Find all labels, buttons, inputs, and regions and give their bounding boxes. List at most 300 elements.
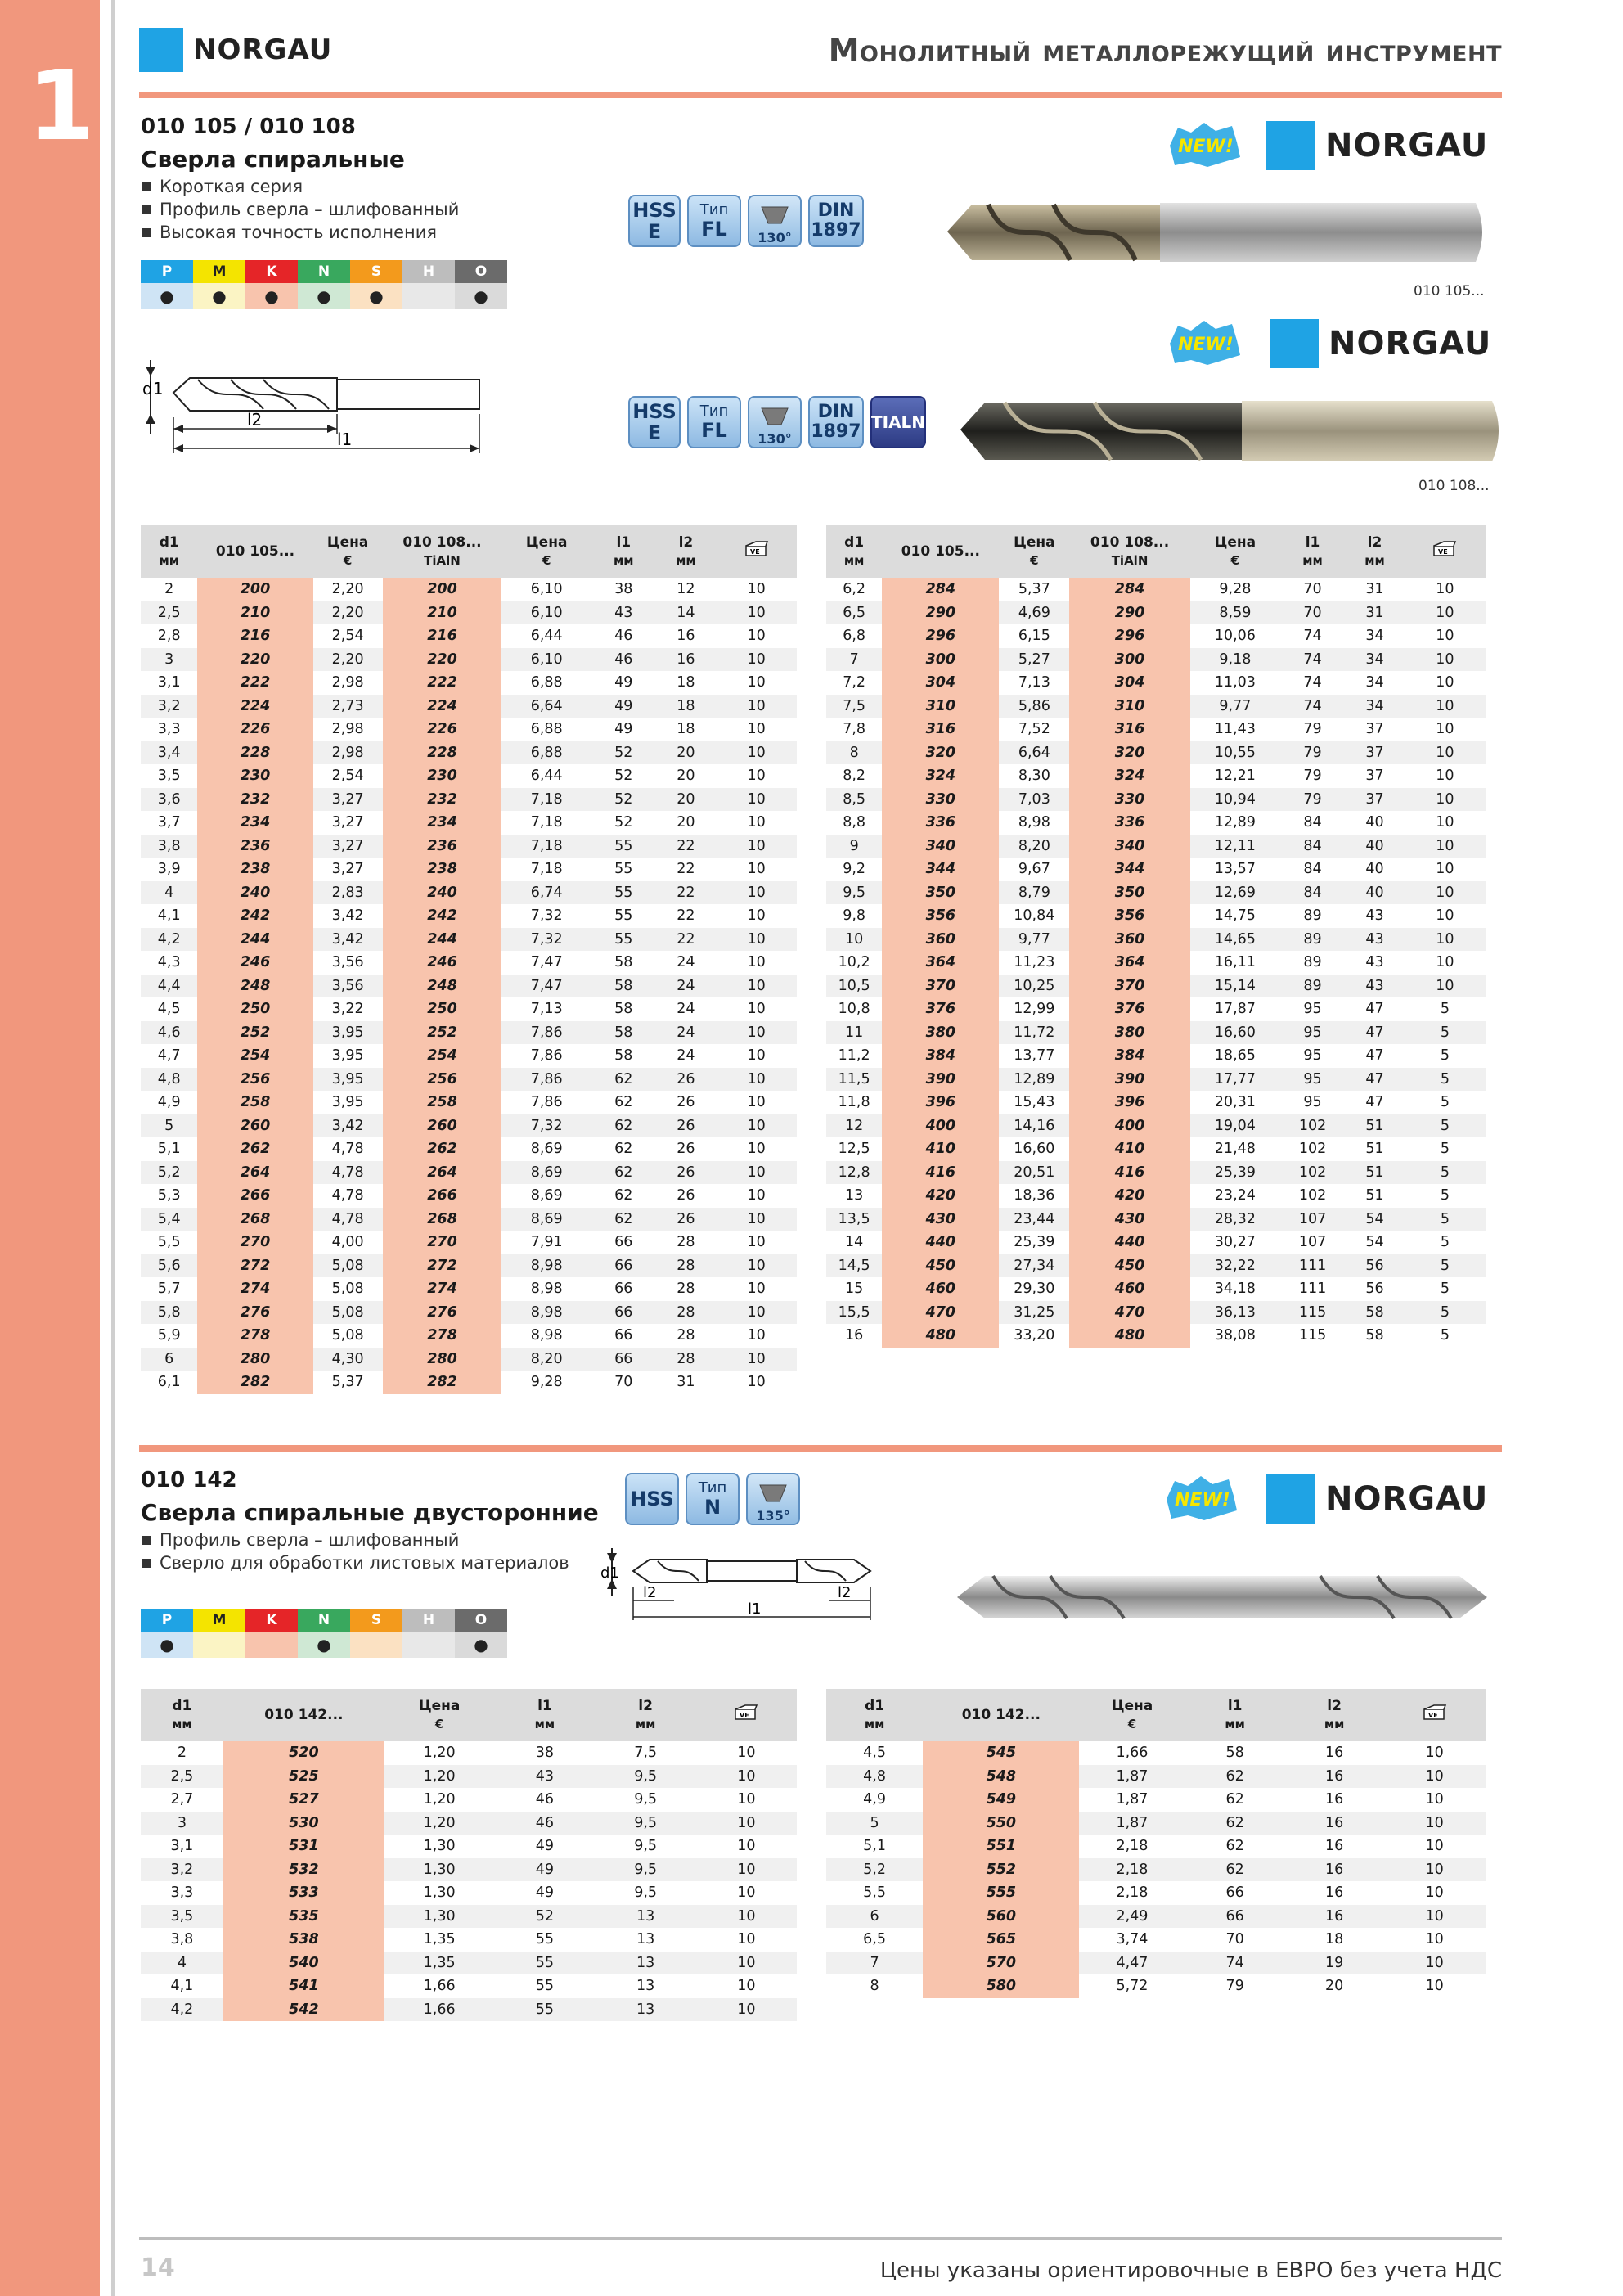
article-code-cell: 270 xyxy=(197,1231,312,1254)
table-cell: 15,14 xyxy=(1190,975,1280,998)
point-angle-badge: 130° xyxy=(748,195,802,247)
iso-letter-o: O xyxy=(455,1609,507,1632)
table-cell: 16 xyxy=(1285,1812,1383,1835)
table-cell: 10,55 xyxy=(1190,741,1280,765)
table-row xyxy=(826,928,1486,952)
table-cell: 3,4 xyxy=(141,741,197,765)
table-cell: 10 xyxy=(1405,695,1486,718)
table-cell: 10 xyxy=(1405,835,1486,858)
table-cell: 10 xyxy=(737,1978,756,1995)
table-cell: 62 xyxy=(1185,1858,1285,1882)
column-header xyxy=(494,1689,595,1741)
table-cell: 8,59 xyxy=(1190,601,1280,625)
header-label: 010 108... xyxy=(1090,534,1170,551)
table-row xyxy=(826,648,1486,672)
table-cell: 3 xyxy=(141,648,197,672)
article-code-cell: 384 xyxy=(1069,1044,1190,1068)
article-code-cell: 210 xyxy=(197,601,312,625)
article-code-cell: 330 xyxy=(1069,788,1190,812)
table-cell: 9,28 xyxy=(530,1374,563,1391)
table-cell: 6,10 xyxy=(501,648,591,672)
table-cell: 10 xyxy=(1436,861,1454,878)
article-code-cell: 270 xyxy=(383,1231,502,1254)
table-cell: 7,91 xyxy=(530,1234,563,1251)
table-cell: 62 xyxy=(591,1208,655,1231)
table-cell: 47 xyxy=(1345,1021,1405,1045)
table-cell: 26 xyxy=(655,1114,716,1138)
table-cell: 62 xyxy=(1185,1765,1285,1789)
table-cell: 6,88 xyxy=(530,674,563,691)
table-cell: 62 xyxy=(1185,1812,1285,1835)
article-code-cell: 480 xyxy=(1069,1324,1190,1348)
table-cell: 89 xyxy=(1280,928,1345,952)
table-cell: 52 xyxy=(614,814,633,831)
section1-bullets xyxy=(142,175,459,244)
bullet-item: Профиль сверла – шлифованный xyxy=(142,1528,569,1551)
article-code-cell: 296 xyxy=(882,624,999,648)
table-cell: 62 xyxy=(614,1187,633,1204)
table-cell: 1,35 xyxy=(384,1952,494,1975)
table-cell: 3,42 xyxy=(313,928,383,952)
table-cell: 6,64 xyxy=(999,741,1069,765)
table-cell: 10 xyxy=(716,1348,797,1371)
table-cell: 49 xyxy=(614,721,633,738)
table-cell: 36,13 xyxy=(1190,1301,1280,1325)
drill-image-010142 xyxy=(952,1564,1492,1630)
article-code-cell: 531 xyxy=(223,1835,384,1858)
table-cell: 52 xyxy=(591,741,655,765)
table-row xyxy=(826,1324,1486,1348)
table-cell: 16,60 xyxy=(1014,1141,1055,1158)
column-header xyxy=(1079,1689,1185,1741)
column-header xyxy=(223,1689,384,1741)
page-heading: Монолитный металлорежущий инструмент xyxy=(828,33,1502,69)
table-cell: 8,69 xyxy=(501,1208,591,1231)
article-code-cell: 430 xyxy=(882,1208,999,1231)
table-cell: 58 xyxy=(614,954,633,971)
table-cell: 3,22 xyxy=(331,1001,364,1018)
product2-logo xyxy=(1270,319,1491,368)
article-code-cell: 551 xyxy=(923,1835,1079,1858)
table-row xyxy=(141,1044,797,1068)
article-code-cell: 460 xyxy=(1069,1277,1190,1301)
table-cell: 11,23 xyxy=(1014,954,1055,971)
article-code-cell: 540 xyxy=(223,1952,384,1975)
table-row xyxy=(141,1788,797,1812)
article-code-cell: 240 xyxy=(383,881,502,905)
table-cell: 3,6 xyxy=(141,788,197,812)
svg-text:NEW!: NEW! xyxy=(1178,335,1234,355)
iso-letter-s: S xyxy=(350,260,402,283)
svg-text:VE: VE xyxy=(1438,548,1449,556)
table-cell: 7,18 xyxy=(530,861,563,878)
article-code-cell: 290 xyxy=(1069,601,1190,625)
table-cell: 11,43 xyxy=(1214,721,1256,738)
article-code-cell: 304 xyxy=(1069,671,1190,695)
table-cell: 5,2 xyxy=(141,1161,197,1185)
table-cell: 10 xyxy=(716,601,797,625)
table-cell: 6,74 xyxy=(501,881,591,905)
table-cell: 10 xyxy=(716,1114,797,1138)
table-cell: 12 xyxy=(826,1114,882,1138)
table-cell: 8,98 xyxy=(501,1301,591,1325)
header-unit: мм xyxy=(1225,1717,1245,1731)
article-code-cell: 316 xyxy=(882,718,999,741)
article-code-cell: 284 xyxy=(1069,578,1190,601)
section1-title: Сверла спиральные xyxy=(141,146,405,173)
table-row xyxy=(141,975,797,998)
table-cell: 16 xyxy=(1285,1858,1383,1882)
article-code-cell: 272 xyxy=(197,1254,312,1278)
table-cell: 10 xyxy=(826,928,882,952)
table-cell: 66 xyxy=(1225,1884,1244,1902)
table-cell: 4,78 xyxy=(313,1208,383,1231)
table-cell: 9,5 xyxy=(596,1765,696,1789)
table-cell: 10 xyxy=(696,1952,797,1975)
table-cell: 52 xyxy=(614,768,633,785)
table-cell: 4 xyxy=(141,881,197,905)
article-code-cell: 282 xyxy=(383,1371,502,1394)
table-cell: 6,15 xyxy=(1018,628,1050,645)
table-cell: 2,54 xyxy=(331,628,364,645)
table-cell: 7,86 xyxy=(530,1047,563,1065)
header-unit: мм xyxy=(1324,1717,1345,1731)
brand-name: NORGAU xyxy=(1325,127,1489,164)
header-label: l1 xyxy=(1227,1698,1243,1714)
table-cell: 19,04 xyxy=(1190,1114,1280,1138)
table-cell: 8,20 xyxy=(501,1348,591,1371)
table-cell: 10 xyxy=(1383,1905,1486,1929)
table-cell: 47 xyxy=(1345,1068,1405,1092)
table-cell: 31,25 xyxy=(999,1301,1069,1325)
table-cell: 3,27 xyxy=(313,835,383,858)
table-cell: 16,60 xyxy=(1190,1021,1280,1045)
article-code-cell: 549 xyxy=(923,1788,1079,1812)
table-cell: 16 xyxy=(1324,1791,1344,1808)
table-cell: 12,21 xyxy=(1214,768,1256,785)
table-cell: 51 xyxy=(1365,1187,1384,1204)
iso-dot-s: ● xyxy=(350,283,402,309)
column-header xyxy=(1280,525,1345,578)
table-row xyxy=(826,1161,1486,1185)
bullet-item: Профиль сверла – шлифованный xyxy=(142,198,459,221)
type-badge: Тип N xyxy=(686,1473,740,1525)
hss-badge: HSS E xyxy=(628,195,681,247)
table-cell: 47 xyxy=(1365,1047,1384,1065)
article-code-cell: 356 xyxy=(1069,904,1190,928)
table-row xyxy=(826,1741,1486,1765)
table-cell: 1,30 xyxy=(384,1905,494,1929)
table-cell: 10 xyxy=(747,861,766,878)
article-code-cell: 226 xyxy=(197,718,312,741)
table-cell: 37 xyxy=(1345,788,1405,812)
double-drill-dimension-diagram xyxy=(600,1542,903,1623)
table-row xyxy=(826,858,1486,881)
iso-letter-k: K xyxy=(245,1609,298,1632)
article-code-cell: 396 xyxy=(1069,1091,1190,1114)
iso-letter-s: S xyxy=(350,1609,402,1632)
table-row xyxy=(826,1231,1486,1254)
table-row xyxy=(141,1184,797,1208)
table-cell: 5 xyxy=(1405,1208,1486,1231)
iso-material-table xyxy=(141,1609,507,1658)
chapter-number: 1 xyxy=(28,49,96,162)
table-cell: 4,78 xyxy=(313,1161,383,1185)
table-cell: 6,10 xyxy=(530,581,563,598)
ve-pack-icon xyxy=(744,541,769,557)
table-cell: 47 xyxy=(1365,1094,1384,1111)
table-cell: 62 xyxy=(591,1068,655,1092)
table-row xyxy=(826,997,1486,1021)
table-cell: 4,5 xyxy=(863,1745,887,1762)
header-label: d1 xyxy=(844,534,865,551)
article-code-cell: 470 xyxy=(882,1301,999,1325)
din-badge: DIN 1897 xyxy=(808,396,864,448)
article-code-cell: 376 xyxy=(1069,997,1190,1021)
product3-logo xyxy=(1266,1474,1488,1524)
table-cell: 74 xyxy=(1303,628,1322,645)
table-cell: 3,27 xyxy=(331,861,364,878)
table-cell: 5 xyxy=(141,1114,197,1138)
iso-letter-n: N xyxy=(298,260,350,283)
table-cell: 10 xyxy=(747,954,766,971)
table-cell: 2,54 xyxy=(331,768,364,785)
article-code-cell: 550 xyxy=(923,1812,1079,1835)
table-cell: 10,84 xyxy=(1014,907,1055,925)
table-cell: 66 xyxy=(591,1254,655,1278)
table-cell: 12,5 xyxy=(838,1141,870,1158)
table-cell: 5 xyxy=(826,1812,923,1835)
article-code-cell: 340 xyxy=(882,835,999,858)
table-cell: 4,7 xyxy=(157,1047,181,1065)
table-cell: 2,20 xyxy=(313,601,383,625)
table-cell: 10 xyxy=(716,1301,797,1325)
table-cell: 3,74 xyxy=(1116,1931,1149,1948)
table-cell: 13 xyxy=(596,1952,696,1975)
article-code-cell: 236 xyxy=(197,835,312,858)
table-cell: 10 xyxy=(716,928,797,952)
table-cell: 7,32 xyxy=(501,1114,591,1138)
table-cell: 10 xyxy=(716,975,797,998)
table-cell: 34 xyxy=(1365,628,1384,645)
logo-square-icon xyxy=(1270,319,1319,368)
table-row xyxy=(141,1881,797,1905)
article-code-cell: 316 xyxy=(1069,718,1190,741)
table-cell: 46 xyxy=(535,1791,555,1808)
table-cell: 84 xyxy=(1303,861,1322,878)
table-cell: 4,1 xyxy=(170,1978,194,1995)
table-cell: 16 xyxy=(1285,1765,1383,1789)
table-cell: 95 xyxy=(1280,1068,1345,1092)
table-row xyxy=(826,695,1486,718)
article-code-cell: 228 xyxy=(197,741,312,765)
table-cell: 62 xyxy=(1225,1838,1244,1855)
table-cell: 3,56 xyxy=(313,975,383,998)
table-row xyxy=(141,695,797,718)
header-label: d1 xyxy=(865,1698,885,1714)
table-cell: 6,5 xyxy=(826,601,882,625)
column-header xyxy=(826,1689,923,1741)
table-cell: 20 xyxy=(1324,1978,1344,1995)
article-code-cell: 250 xyxy=(383,997,502,1021)
table-row xyxy=(826,1952,1486,1975)
article-code-cell: 262 xyxy=(383,1137,502,1161)
bullet-item: Сверло для обработки листовых материалов xyxy=(142,1551,569,1574)
table-cell: 3,27 xyxy=(313,788,383,812)
table-cell: 2,98 xyxy=(313,741,383,765)
table-cell: 10 xyxy=(716,648,797,672)
iso-letter-k: K xyxy=(245,260,298,283)
header-unit: мм xyxy=(534,1717,555,1731)
table-cell: 22 xyxy=(677,861,695,878)
table-cell: 18 xyxy=(677,721,695,738)
table-cell: 10 xyxy=(747,1374,766,1391)
table-cell: 20,51 xyxy=(999,1161,1069,1185)
article-code-cell: 370 xyxy=(882,975,999,998)
article-code-cell: 310 xyxy=(882,695,999,718)
table-cell: 29,30 xyxy=(1014,1281,1055,1298)
table-cell: 10 xyxy=(747,1094,766,1111)
table-cell: 18,36 xyxy=(1014,1187,1055,1204)
table-cell: 34 xyxy=(1365,674,1384,691)
article-code-cell: 246 xyxy=(383,951,502,975)
table-cell: 2,5 xyxy=(141,1765,223,1789)
header-label: 010 142... xyxy=(961,1707,1041,1723)
table-cell: 4,69 xyxy=(999,601,1069,625)
iso-dot-o: ● xyxy=(455,1632,507,1658)
table-cell: 38 xyxy=(614,581,633,598)
iso-letter-p: P xyxy=(141,1609,193,1632)
l1-label: l1 xyxy=(337,430,353,449)
article-code-cell: 336 xyxy=(882,811,999,835)
table-cell: 2,8 xyxy=(157,628,181,645)
table-cell: 5,08 xyxy=(331,1281,364,1298)
header-unit: мм xyxy=(676,553,696,568)
table-cell: 3,5 xyxy=(141,1905,223,1929)
article-code-cell: 260 xyxy=(383,1114,502,1138)
table-cell: 15,43 xyxy=(1014,1094,1055,1111)
table-cell: 2,83 xyxy=(313,881,383,905)
table-cell: 9,28 xyxy=(1219,581,1252,598)
table-cell: 1,66 xyxy=(1116,1745,1149,1762)
table-row xyxy=(141,1765,797,1789)
table-cell: 7,5 xyxy=(634,1745,658,1762)
article-code-cell: 535 xyxy=(223,1905,384,1929)
article-code-cell: 416 xyxy=(882,1161,999,1185)
table-cell: 2,20 xyxy=(331,581,364,598)
article-code-cell: 280 xyxy=(383,1348,502,1371)
table-cell: 102 xyxy=(1280,1161,1345,1185)
table-cell: 5,72 xyxy=(1116,1978,1149,1995)
table-cell: 7,86 xyxy=(530,1094,563,1111)
table-row xyxy=(141,1858,797,1882)
table-cell: 10 xyxy=(1383,1952,1486,1975)
table-cell: 9,8 xyxy=(843,907,866,925)
table-cell: 4,2 xyxy=(141,928,197,952)
table-cell: 9,5 xyxy=(634,1791,658,1808)
table-row xyxy=(141,1021,797,1045)
table-cell: 10,25 xyxy=(999,975,1069,998)
article-code-cell: 266 xyxy=(197,1184,312,1208)
column-header xyxy=(826,525,882,578)
table-cell: 10 xyxy=(696,1858,797,1882)
ve-pack-icon xyxy=(1423,1704,1447,1721)
table-row xyxy=(141,1812,797,1835)
table-cell: 4,78 xyxy=(331,1141,364,1158)
hss-badge: HSS xyxy=(625,1473,679,1525)
sidebar-divider xyxy=(111,0,115,2296)
tialn-coating-badge: TIALN xyxy=(870,396,926,448)
table-cell: 10 xyxy=(1405,741,1486,765)
article-code-cell: 525 xyxy=(223,1765,384,1789)
footer-note: Цены указаны ориентировочные в ЕВРО без учета НДС xyxy=(879,2258,1502,2283)
table-cell: 6,10 xyxy=(501,601,591,625)
type-badge: Тип FL xyxy=(687,195,741,247)
table-cell: 7,32 xyxy=(530,907,563,925)
table-cell: 5,37 xyxy=(1018,581,1050,598)
table-cell: 12,8 xyxy=(826,1161,882,1185)
table-cell: 7,18 xyxy=(501,788,591,812)
table-cell: 47 xyxy=(1365,1001,1384,1018)
table-cell: 10 xyxy=(716,1161,797,1185)
table-row xyxy=(826,788,1486,812)
header-unit: € xyxy=(434,1717,444,1731)
table-cell: 5,08 xyxy=(313,1254,383,1278)
column-header xyxy=(1405,525,1486,578)
table-row xyxy=(826,578,1486,601)
table-cell: 5,1 xyxy=(863,1838,887,1855)
table-cell: 8,8 xyxy=(843,814,866,831)
table-row xyxy=(141,858,797,881)
table-cell: 70 xyxy=(614,1374,633,1391)
table-cell: 5,2 xyxy=(826,1858,923,1882)
article-code-cell: 230 xyxy=(197,764,312,788)
table-cell: 11 xyxy=(826,1021,882,1045)
table-cell: 10 xyxy=(1436,907,1454,925)
table-row xyxy=(141,788,797,812)
table-cell: 16 xyxy=(1324,1838,1344,1855)
article-code-cell: 533 xyxy=(223,1881,384,1905)
article-code-cell: 390 xyxy=(1069,1068,1190,1092)
article-code-cell: 222 xyxy=(383,671,502,695)
table-cell: 2 xyxy=(164,581,174,598)
table-cell: 3 xyxy=(141,1812,223,1835)
table-cell: 66 xyxy=(591,1301,655,1325)
table-row xyxy=(141,1348,797,1371)
table-cell: 40 xyxy=(1345,881,1405,905)
table-row xyxy=(141,1068,797,1092)
article-code-cell: 545 xyxy=(923,1741,1079,1765)
table-cell: 2,98 xyxy=(331,721,364,738)
article-code-cell: 527 xyxy=(223,1788,384,1812)
table-cell: 12,89 xyxy=(1214,814,1256,831)
table-cell: 5 xyxy=(1405,1161,1486,1185)
table-cell: 5 xyxy=(1405,1301,1486,1325)
table-row xyxy=(826,1765,1486,1789)
table-cell: 31 xyxy=(677,1374,695,1391)
table-cell: 10 xyxy=(1405,975,1486,998)
table-cell: 58 xyxy=(1225,1745,1244,1762)
article-code-cell: 580 xyxy=(923,1974,1079,1998)
iso-letter-n: N xyxy=(298,1609,350,1632)
iso-dot-o: ● xyxy=(455,283,507,309)
table-cell: 10 xyxy=(1425,1838,1444,1855)
table-cell: 5 xyxy=(1405,1068,1486,1092)
table-cell: 2,49 xyxy=(1079,1905,1185,1929)
article-code-cell: 238 xyxy=(383,858,502,881)
table-cell: 10 xyxy=(696,1812,797,1835)
table-cell: 66 xyxy=(614,1327,633,1344)
